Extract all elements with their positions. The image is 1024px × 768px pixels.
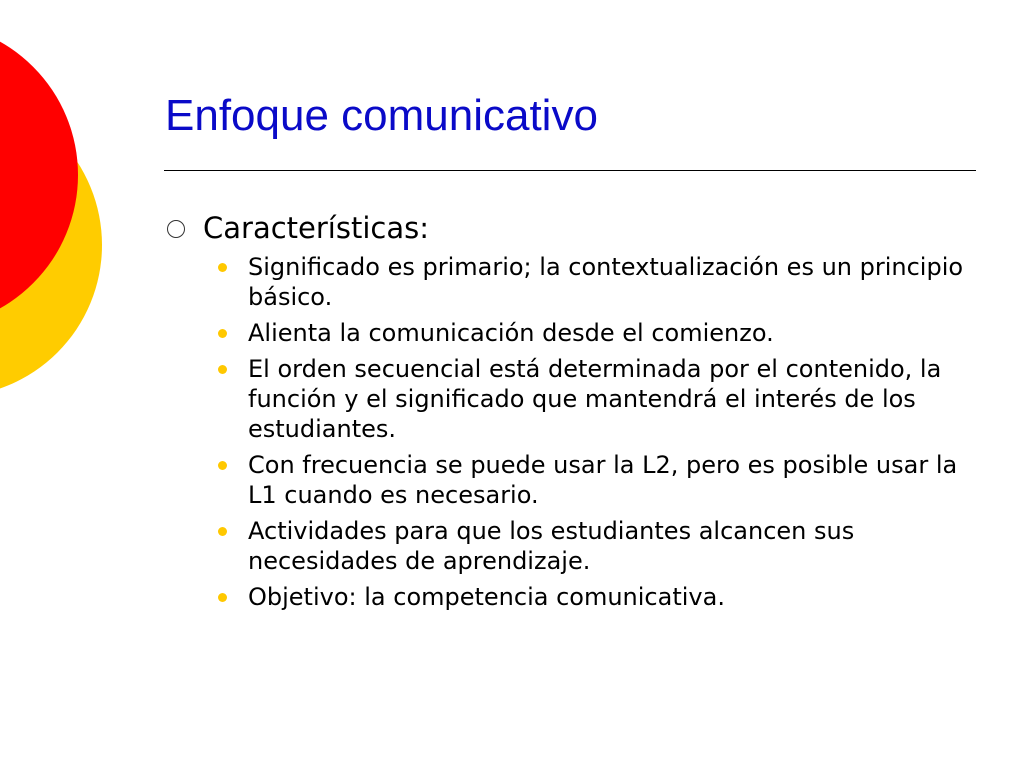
hollow-circle-bullet-icon (167, 220, 185, 238)
sub-point-text: Actividades para que los estudiantes alcancen sus necesidades de aprendizaje. (248, 517, 855, 575)
sub-point (218, 354, 973, 444)
sub-point (218, 582, 973, 612)
sub-points-list (163, 252, 973, 612)
yellow-dot-bullet-icon (218, 461, 227, 470)
sub-point-text: Significado es primario; la contextualización es un principio básico. (248, 253, 964, 311)
sub-point-text: Alienta la comunicación desde el comienzo. (248, 319, 774, 347)
yellow-dot-bullet-icon (218, 329, 227, 338)
main-point-text: Características: (203, 211, 429, 245)
main-point (163, 208, 973, 248)
title-divider (164, 170, 976, 171)
sub-point-text: El orden secuencial está determinada por el contenido, la función y el significado que mantendrá el interés de los estudiantes. (248, 355, 942, 443)
yellow-dot-bullet-icon (218, 365, 227, 374)
yellow-dot-bullet-icon (218, 263, 227, 272)
yellow-dot-bullet-icon (218, 527, 227, 536)
sub-point (218, 516, 973, 576)
sub-point (218, 450, 973, 510)
sub-point (218, 252, 973, 312)
sub-point-text: Objetivo: la competencia comunicativa. (248, 583, 725, 611)
slide-content (163, 208, 973, 618)
sub-point (218, 318, 973, 348)
slide-title: Enfoque comunicativo (165, 91, 598, 140)
sub-point-text: Con frecuencia se puede usar la L2, pero es posible usar la L1 cuando es necesario. (248, 451, 958, 509)
decorative-circles (0, 0, 120, 420)
yellow-dot-bullet-icon (218, 593, 227, 602)
